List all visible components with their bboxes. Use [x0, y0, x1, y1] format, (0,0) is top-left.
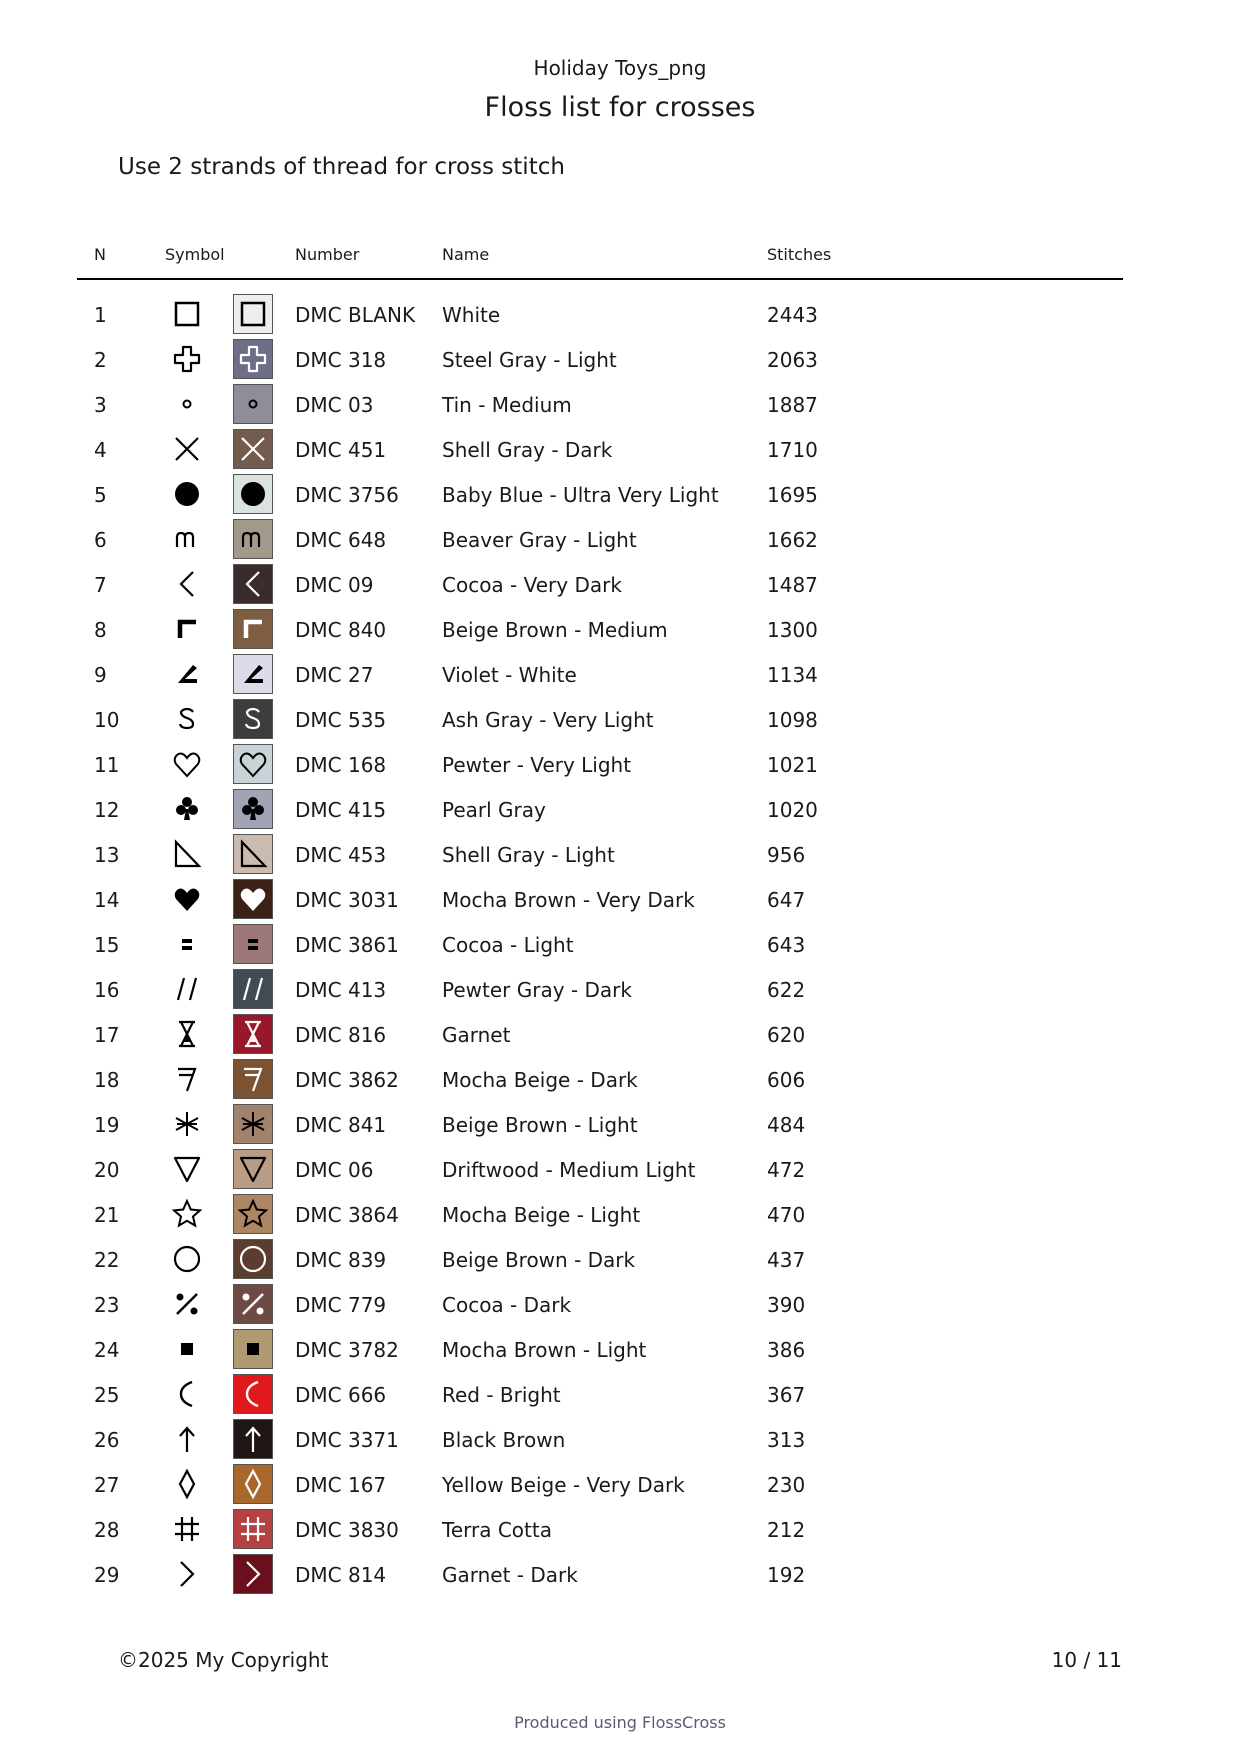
floss-name: Beige Brown - Light — [442, 1113, 638, 1137]
stitch-count: 606 — [767, 1068, 806, 1092]
floss-name: Pewter Gray - Dark — [442, 978, 632, 1002]
square-outline-icon — [237, 298, 269, 330]
arrow-up-icon — [237, 1423, 269, 1455]
hash-icon — [169, 1511, 205, 1547]
stitch-count: 386 — [767, 1338, 806, 1362]
star-outline-icon — [237, 1198, 269, 1230]
heart-filled-icon — [237, 883, 269, 915]
stitch-count: 2063 — [767, 348, 818, 372]
row-number: 6 — [94, 528, 107, 552]
floss-name: Mocha Brown - Very Dark — [442, 888, 695, 912]
stitch-count: 1662 — [767, 528, 818, 552]
stitch-count: 390 — [767, 1293, 806, 1317]
table-row — [0, 1462, 1240, 1507]
stitch-count: 1021 — [767, 753, 818, 777]
table-row — [0, 1192, 1240, 1237]
wedge-icon — [169, 656, 205, 692]
table-row — [0, 652, 1240, 697]
page-title: Floss list for crosses — [484, 92, 756, 123]
small-square-icon — [237, 1333, 269, 1365]
column-header-symbol: Symbol — [165, 245, 225, 264]
color-swatch — [233, 1284, 273, 1324]
hourglass-icon — [237, 1018, 269, 1050]
row-number: 3 — [94, 393, 107, 417]
row-number: 19 — [94, 1113, 120, 1137]
floss-name: Mocha Beige - Light — [442, 1203, 641, 1227]
double-slash-icon — [169, 971, 205, 1007]
floss-number: DMC 3861 — [295, 933, 399, 957]
table-row — [0, 292, 1240, 337]
produced-by-text: Produced using FlossCross — [514, 1713, 726, 1732]
stitch-count: 2443 — [767, 303, 818, 327]
floss-number: DMC 167 — [295, 1473, 387, 1497]
floss-number: DMC 415 — [295, 798, 387, 822]
small-ring-icon — [237, 388, 269, 420]
star-outline-icon — [169, 1196, 205, 1232]
table-row — [0, 1507, 1240, 1552]
wedge-icon — [237, 658, 269, 690]
heart-outline-icon — [169, 746, 205, 782]
row-number: 13 — [94, 843, 120, 867]
table-row — [0, 1147, 1240, 1192]
color-swatch — [233, 1419, 273, 1459]
color-swatch — [233, 1554, 273, 1594]
equals-icon — [237, 928, 269, 960]
table-row — [0, 517, 1240, 562]
stitch-count: 367 — [767, 1383, 806, 1407]
row-number: 17 — [94, 1023, 120, 1047]
filled-circle-icon — [237, 478, 269, 510]
column-header-number: Number — [295, 245, 360, 264]
color-swatch — [233, 294, 273, 334]
color-swatch — [233, 1374, 273, 1414]
diamond-outline-icon — [237, 1468, 269, 1500]
floss-number: DMC 3756 — [295, 483, 399, 507]
color-swatch — [233, 429, 273, 469]
floss-name: Violet - White — [442, 663, 577, 687]
plus-outline-icon — [237, 343, 269, 375]
floss-number: DMC 3782 — [295, 1338, 399, 1362]
stitch-count: 620 — [767, 1023, 806, 1047]
color-swatch — [233, 879, 273, 919]
floss-number: DMC 451 — [295, 438, 387, 462]
floss-number: DMC 3830 — [295, 1518, 399, 1542]
heart-filled-icon — [169, 881, 205, 917]
column-header-n: N — [94, 245, 106, 264]
color-swatch — [233, 1464, 273, 1504]
table-row — [0, 967, 1240, 1012]
row-number: 8 — [94, 618, 107, 642]
floss-number: DMC 168 — [295, 753, 387, 777]
stitch-count: 230 — [767, 1473, 806, 1497]
color-swatch — [233, 1509, 273, 1549]
color-swatch — [233, 564, 273, 604]
floss-number: DMC 318 — [295, 348, 387, 372]
floss-name: Shell Gray - Light — [442, 843, 615, 867]
stitch-count: 1487 — [767, 573, 818, 597]
row-number: 20 — [94, 1158, 120, 1182]
floss-number: DMC 06 — [295, 1158, 374, 1182]
stitch-count: 1887 — [767, 393, 818, 417]
floss-number: DMC 453 — [295, 843, 387, 867]
stitch-count: 1098 — [767, 708, 818, 732]
table-row — [0, 427, 1240, 472]
floss-number: DMC 09 — [295, 573, 374, 597]
row-number: 16 — [94, 978, 120, 1002]
floss-number: DMC 779 — [295, 1293, 387, 1317]
row-number: 22 — [94, 1248, 120, 1272]
floss-name: Cocoa - Very Dark — [442, 573, 622, 597]
color-swatch — [233, 1014, 273, 1054]
club-icon — [169, 791, 205, 827]
floss-name: Pewter - Very Light — [442, 753, 632, 777]
floss-name: Black Brown — [442, 1428, 566, 1452]
floss-number: DMC 03 — [295, 393, 374, 417]
stitch-count: 1695 — [767, 483, 818, 507]
table-row — [0, 832, 1240, 877]
stitch-count: 622 — [767, 978, 806, 1002]
table-row — [0, 562, 1240, 607]
triangle-down-icon — [169, 1151, 205, 1187]
corner-bracket-icon — [169, 611, 205, 647]
row-number: 10 — [94, 708, 120, 732]
floss-name: Mocha Beige - Dark — [442, 1068, 638, 1092]
floss-name: Beige Brown - Dark — [442, 1248, 636, 1272]
floss-number: DMC 814 — [295, 1563, 387, 1587]
row-number: 5 — [94, 483, 107, 507]
table-row — [0, 1552, 1240, 1597]
percent-icon — [237, 1288, 269, 1320]
table-row — [0, 1372, 1240, 1417]
floss-name: Mocha Brown - Light — [442, 1338, 647, 1362]
floss-number: DMC 3031 — [295, 888, 399, 912]
color-swatch — [233, 1194, 273, 1234]
stitch-count: 647 — [767, 888, 806, 912]
table-row — [0, 1417, 1240, 1462]
x-cross-icon — [169, 431, 205, 467]
floss-number: DMC 840 — [295, 618, 387, 642]
floss-name: Ash Gray - Very Light — [442, 708, 654, 732]
floss-number: DMC BLANK — [295, 303, 416, 327]
less-than-icon — [169, 566, 205, 602]
asterisk-icon — [237, 1108, 269, 1140]
hash-icon — [237, 1513, 269, 1545]
triangle-down-icon — [237, 1153, 269, 1185]
plus-outline-icon — [169, 341, 205, 377]
color-swatch — [233, 1104, 273, 1144]
corner-bracket-icon — [237, 613, 269, 645]
floss-name: White — [442, 303, 501, 327]
row-number: 23 — [94, 1293, 120, 1317]
row-number: 1 — [94, 303, 107, 327]
greater-than-icon — [237, 1558, 269, 1590]
x-cross-icon — [237, 433, 269, 465]
stitch-count: 470 — [767, 1203, 806, 1227]
row-number: 4 — [94, 438, 107, 462]
floss-name: Pearl Gray — [442, 798, 546, 822]
floss-name: Tin - Medium — [442, 393, 572, 417]
floss-number: DMC 816 — [295, 1023, 387, 1047]
floss-number: DMC 413 — [295, 978, 387, 1002]
table-row — [0, 697, 1240, 742]
row-number: 29 — [94, 1563, 120, 1587]
table-row — [0, 922, 1240, 967]
color-swatch — [233, 924, 273, 964]
row-number: 25 — [94, 1383, 120, 1407]
stitch-count: 484 — [767, 1113, 806, 1137]
arrow-up-icon — [169, 1421, 205, 1457]
pattern-title: Holiday Toys_png — [533, 56, 707, 80]
row-number: 18 — [94, 1068, 120, 1092]
hourglass-icon — [169, 1016, 205, 1052]
table-row — [0, 382, 1240, 427]
stitch-count: 1300 — [767, 618, 818, 642]
stitch-count: 1134 — [767, 663, 818, 687]
color-swatch — [233, 1329, 273, 1369]
copyright-text: ©2025 My Copyright — [118, 1648, 329, 1672]
table-row — [0, 1327, 1240, 1372]
color-swatch — [233, 1239, 273, 1279]
table-row — [0, 1237, 1240, 1282]
s-glyph-icon — [169, 701, 205, 737]
row-number: 14 — [94, 888, 120, 912]
floss-number: DMC 3864 — [295, 1203, 399, 1227]
floss-number: DMC 666 — [295, 1383, 387, 1407]
header-divider — [77, 278, 1123, 280]
less-than-icon — [237, 568, 269, 600]
row-number: 21 — [94, 1203, 120, 1227]
asterisk-icon — [169, 1106, 205, 1142]
floss-number: DMC 3862 — [295, 1068, 399, 1092]
floss-name: Yellow Beige - Very Dark — [442, 1473, 685, 1497]
page-number: 10 / 11 — [1051, 1648, 1122, 1672]
row-number: 26 — [94, 1428, 120, 1452]
stitch-count: 472 — [767, 1158, 806, 1182]
filled-circle-icon — [169, 476, 205, 512]
color-swatch — [233, 384, 273, 424]
floss-number: DMC 27 — [295, 663, 374, 687]
seven-glyph-icon — [169, 1061, 205, 1097]
stitch-count: 212 — [767, 1518, 806, 1542]
floss-name: Driftwood - Medium Light — [442, 1158, 696, 1182]
stitch-count: 1020 — [767, 798, 818, 822]
table-row — [0, 1012, 1240, 1057]
right-triangle-icon — [237, 838, 269, 870]
floss-name: Cocoa - Dark — [442, 1293, 572, 1317]
stitch-count: 1710 — [767, 438, 818, 462]
circle-outline-icon — [169, 1241, 205, 1277]
color-swatch — [233, 609, 273, 649]
table-row — [0, 787, 1240, 832]
greater-than-icon — [169, 1556, 205, 1592]
stitch-count: 956 — [767, 843, 806, 867]
color-swatch — [233, 654, 273, 694]
stitch-count: 313 — [767, 1428, 806, 1452]
floss-number: DMC 3371 — [295, 1428, 399, 1452]
floss-name: Baby Blue - Ultra Very Light — [442, 483, 719, 507]
row-number: 15 — [94, 933, 120, 957]
small-ring-icon — [169, 386, 205, 422]
color-swatch — [233, 789, 273, 829]
floss-number: DMC 535 — [295, 708, 387, 732]
seven-glyph-icon — [237, 1063, 269, 1095]
floss-table — [0, 292, 1240, 1597]
table-row — [0, 1282, 1240, 1327]
floss-number: DMC 648 — [295, 528, 387, 552]
equals-icon — [169, 926, 205, 962]
row-number: 12 — [94, 798, 120, 822]
row-number: 28 — [94, 1518, 120, 1542]
column-header-stitches: Stitches — [767, 245, 832, 264]
heart-outline-icon — [237, 748, 269, 780]
right-triangle-icon — [169, 836, 205, 872]
row-number: 2 — [94, 348, 107, 372]
color-swatch — [233, 339, 273, 379]
row-number: 11 — [94, 753, 120, 777]
instruction-text: Use 2 strands of thread for cross stitch — [118, 154, 565, 180]
table-row — [0, 742, 1240, 787]
table-row — [0, 1102, 1240, 1147]
stitch-count: 192 — [767, 1563, 806, 1587]
column-header-name: Name — [442, 245, 490, 264]
row-number: 27 — [94, 1473, 120, 1497]
floss-name: Beige Brown - Medium — [442, 618, 668, 642]
s-glyph-icon — [237, 703, 269, 735]
floss-number: DMC 841 — [295, 1113, 387, 1137]
color-swatch — [233, 1059, 273, 1099]
m-glyph-icon — [237, 523, 269, 555]
percent-icon — [169, 1286, 205, 1322]
table-row — [0, 877, 1240, 922]
table-row — [0, 1057, 1240, 1102]
color-swatch — [233, 834, 273, 874]
floss-name: Beaver Gray - Light — [442, 528, 637, 552]
club-icon — [237, 793, 269, 825]
floss-name: Steel Gray - Light — [442, 348, 617, 372]
color-swatch — [233, 969, 273, 1009]
stitch-count: 643 — [767, 933, 806, 957]
diamond-outline-icon — [169, 1466, 205, 1502]
floss-number: DMC 839 — [295, 1248, 387, 1272]
floss-name: Shell Gray - Dark — [442, 438, 613, 462]
color-swatch — [233, 474, 273, 514]
color-swatch — [233, 744, 273, 784]
row-number: 7 — [94, 573, 107, 597]
floss-name: Garnet - Dark — [442, 1563, 578, 1587]
table-row — [0, 472, 1240, 517]
circle-outline-icon — [237, 1243, 269, 1275]
color-swatch — [233, 1149, 273, 1189]
m-glyph-icon — [169, 521, 205, 557]
crescent-icon — [237, 1378, 269, 1410]
stitch-count: 437 — [767, 1248, 806, 1272]
floss-name: Garnet — [442, 1023, 511, 1047]
floss-name: Cocoa - Light — [442, 933, 574, 957]
floss-name: Red - Bright — [442, 1383, 561, 1407]
crescent-icon — [169, 1376, 205, 1412]
color-swatch — [233, 699, 273, 739]
row-number: 24 — [94, 1338, 120, 1362]
floss-name: Terra Cotta — [442, 1518, 552, 1542]
square-outline-icon — [169, 296, 205, 332]
double-slash-icon — [237, 973, 269, 1005]
small-square-icon — [169, 1331, 205, 1367]
row-number: 9 — [94, 663, 107, 687]
table-row — [0, 337, 1240, 382]
color-swatch — [233, 519, 273, 559]
table-row — [0, 607, 1240, 652]
